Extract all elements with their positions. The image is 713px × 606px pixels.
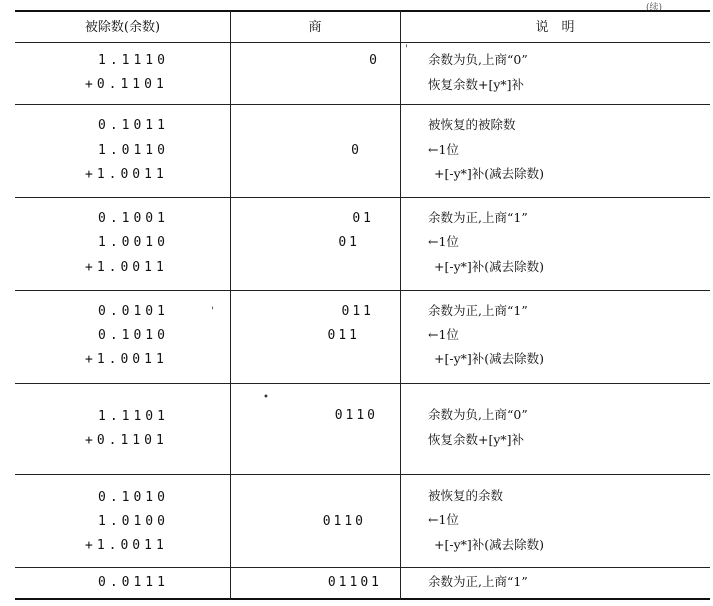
continued-mark: (续) (646, 3, 663, 13)
dividend-value: +1.0011 (85, 260, 168, 275)
note-text: 被恢复的余数 (428, 488, 504, 503)
dividend-value: 0.1010 (98, 490, 169, 505)
row-divider (15, 567, 710, 568)
quotient-value: 0 (351, 143, 362, 158)
dividend-value: 1.0010 (98, 235, 169, 250)
scan-speck: ' (211, 306, 214, 317)
quotient-value: 01 (352, 211, 374, 226)
note-text: ←1位 (428, 327, 459, 342)
note-text: +[-y*]补(减去除数) (434, 351, 545, 366)
column-divider (230, 10, 231, 600)
dividend-value: +0.1101 (85, 77, 168, 92)
note-text: ←1位 (428, 512, 459, 527)
quotient-value: 011 (327, 328, 360, 343)
dividend-value: 0.1011 (98, 118, 169, 133)
note-text: +[-y*]补(减去除数) (434, 537, 545, 552)
quotient-value: 011 (341, 304, 374, 319)
note-text: 余数为正,上商“1” (428, 574, 528, 589)
note-text: +[-y*]补(减去除数) (434, 259, 545, 274)
row-divider (15, 197, 710, 198)
note-text: 恢复余数+[y*]补 (428, 432, 525, 447)
row-divider (15, 474, 710, 475)
note-text: ←1位 (428, 234, 459, 249)
scan-speck: • (263, 392, 269, 403)
dividend-value: 0.1001 (98, 211, 169, 226)
dividend-value: 0.1010 (98, 328, 169, 343)
note-text: 被恢复的被除数 (428, 117, 516, 132)
dividend-value: 1.1101 (98, 409, 169, 424)
dividend-value: 0.0101 (98, 304, 169, 319)
note-text: ←1位 (428, 142, 459, 157)
dividend-value: +0.1101 (85, 433, 168, 448)
dividend-value: 1.1110 (98, 53, 169, 68)
quotient-value: 01 (338, 235, 360, 250)
scan-speck: ' (405, 44, 408, 55)
quotient-value: 0 (369, 53, 380, 68)
note-text: 恢复余数+[y*]补 (428, 77, 525, 92)
quotient-value: 01101 (327, 575, 382, 590)
dividend-value: +1.0011 (85, 538, 168, 553)
table-bottom-rule (15, 598, 710, 600)
note-text: 余数为负,上商“0” (428, 407, 528, 422)
header-bottom-rule (15, 42, 710, 43)
note-text: 余数为正,上商“1” (428, 303, 528, 318)
table-top-rule (15, 10, 710, 12)
dividend-value: 1.0100 (98, 514, 169, 529)
quotient-value: 0110 (322, 514, 366, 529)
header-dividend: 被除数(余数) (84, 20, 161, 35)
dividend-value: +1.0011 (85, 167, 168, 182)
dividend-value: 1.0110 (98, 143, 169, 158)
row-divider (15, 383, 710, 384)
row-divider (15, 104, 710, 105)
header-quotient: 商 (308, 20, 322, 35)
note-text: 余数为正,上商“1” (428, 210, 528, 225)
header-notes: 说 明 (535, 20, 575, 35)
dividend-value: 0.0111 (98, 575, 169, 590)
row-divider (15, 290, 710, 291)
note-text: 余数为负,上商“0” (428, 52, 528, 67)
quotient-value: 0110 (334, 408, 378, 423)
dividend-value: +1.0011 (85, 352, 168, 367)
note-text: +[-y*]补(减去除数) (434, 166, 545, 181)
column-divider (400, 10, 401, 600)
